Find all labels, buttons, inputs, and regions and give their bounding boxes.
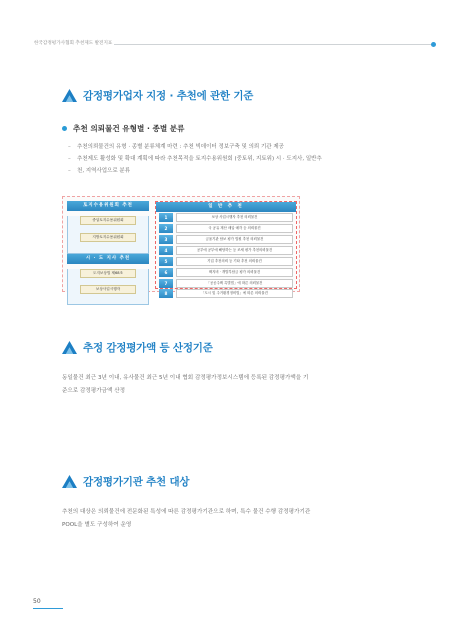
row-number: 3 bbox=[159, 235, 173, 244]
row-number: 5 bbox=[159, 257, 173, 266]
recommendation-diagram bbox=[62, 196, 300, 297]
org-box: 지방토지수용위원회 bbox=[80, 233, 136, 242]
paragraph-line: 동일물건 최근 3년 이내, 유사물건 최근 5년 이내 협회 감정평가정보시스템에 등록된 감정평가액을 기 bbox=[62, 375, 309, 381]
section-chevron-icon bbox=[62, 341, 77, 354]
diagram-left-panel bbox=[67, 201, 149, 289]
page-number: 50 bbox=[33, 598, 41, 605]
diagram-row bbox=[156, 278, 296, 288]
page-number-rule bbox=[33, 608, 63, 609]
section-chevron-icon bbox=[62, 89, 77, 102]
row-number: 2 bbox=[159, 224, 173, 233]
diagram-group-committee bbox=[67, 216, 149, 254]
paragraph-line: POOL을 별도 구성하여 운영 bbox=[62, 521, 132, 528]
running-header bbox=[34, 40, 434, 50]
list-item-continued bbox=[68, 165, 408, 177]
section-title-criteria bbox=[62, 86, 253, 104]
diagram-row bbox=[156, 256, 296, 266]
section-chevron-icon bbox=[62, 475, 77, 488]
estimate-paragraph bbox=[62, 372, 410, 397]
diagram-group-header: 토지수용위원회 추천 bbox=[67, 201, 149, 211]
row-label: 금융기관 담보 평가 법원 추천 의뢰물건 bbox=[176, 235, 293, 244]
diagram-row bbox=[156, 289, 296, 299]
row-label: 보상 사업시행자 추천 의뢰물건 bbox=[176, 213, 293, 222]
org-box: 중앙토지수용위원회 bbox=[80, 216, 136, 225]
section-title-text: 감정평가기관 추천 대상 bbox=[83, 475, 190, 488]
row-label: 「공공주택 특별법」에 따른 의뢰물건 bbox=[176, 279, 293, 288]
section-title-target bbox=[62, 472, 189, 490]
row-label: 기업 추천의뢰 등 기타 추천 의뢰물건 bbox=[176, 257, 293, 266]
criteria-subtitle bbox=[62, 123, 184, 134]
row-number: 6 bbox=[159, 268, 173, 277]
diagram-row bbox=[156, 245, 296, 255]
diagram-general-header: 일 반 추 천 bbox=[156, 202, 296, 212]
list-item-continuation: 천, 지역사업으로 분류 bbox=[77, 168, 131, 174]
row-number: 1 bbox=[159, 213, 173, 222]
row-label: 택지비 · 개발부담금 평가 의뢰물건 bbox=[176, 268, 293, 277]
section-title-text: 추정 감정평가액 등 산정기준 bbox=[83, 341, 213, 354]
section-title-text: 감정평가업자 지정 · 추천에 관한 기준 bbox=[83, 89, 254, 102]
diagram-group-header: 시 · 도 지사 추천 bbox=[67, 254, 149, 264]
list-item: – 추천의뢰물건의 유형 · 종별 분류체계 마련 : 추천 빅데이터 정보구축 및 의뢰 기관 제공 bbox=[68, 141, 408, 153]
row-label: 「도시 및 주거환경정비법」에 따른 의뢰물건 bbox=[176, 289, 293, 298]
target-paragraph bbox=[62, 506, 410, 531]
diagram-row bbox=[156, 234, 296, 244]
list-item: – 추천제도 활성화 및 확대 계획에 따라 추천목적을 토지수용위원회 (중토위, 지토위) 시 · 도지사, 일반추 bbox=[68, 153, 408, 165]
row-label: 공부에 공부에 해당하는 등 조세 평가 추천의뢰물건 bbox=[176, 246, 293, 255]
diagram-row bbox=[156, 267, 296, 277]
diagram-right-panel bbox=[155, 201, 297, 297]
header-rule bbox=[114, 44, 434, 45]
row-number: 7 bbox=[159, 279, 173, 288]
header-text: 한국감정평가사협회 추천제도 발전지표 bbox=[34, 41, 113, 46]
diagram-row bbox=[156, 213, 296, 223]
row-number: 8 bbox=[159, 289, 173, 298]
diagram-group-governor bbox=[67, 269, 149, 305]
header-dot-icon bbox=[431, 42, 436, 47]
row-number: 4 bbox=[159, 246, 173, 255]
criteria-list bbox=[68, 141, 408, 177]
bullet-icon bbox=[62, 126, 67, 131]
org-box: 보상사업시행자 bbox=[80, 285, 136, 294]
diagram-row bbox=[156, 224, 296, 234]
org-box: 도지보상법 제68조 bbox=[80, 269, 136, 278]
criteria-subtitle-text: 추천 의뢰물건 유형별 · 종별 분류 bbox=[73, 124, 185, 133]
section-title-estimate bbox=[62, 338, 213, 356]
paragraph-line: 준으로 감정평가금액 산정 bbox=[62, 387, 125, 394]
paragraph-line: 추천의 대상은 의뢰물건에 전문화된 특성에 따른 감정평가기관으로 하며, 특수 물건 수행 감정평가기관 bbox=[62, 509, 311, 515]
diagram-rows bbox=[156, 213, 296, 299]
row-label: 국 공유 재산 매입·매각 등 의뢰물건 bbox=[176, 224, 293, 233]
